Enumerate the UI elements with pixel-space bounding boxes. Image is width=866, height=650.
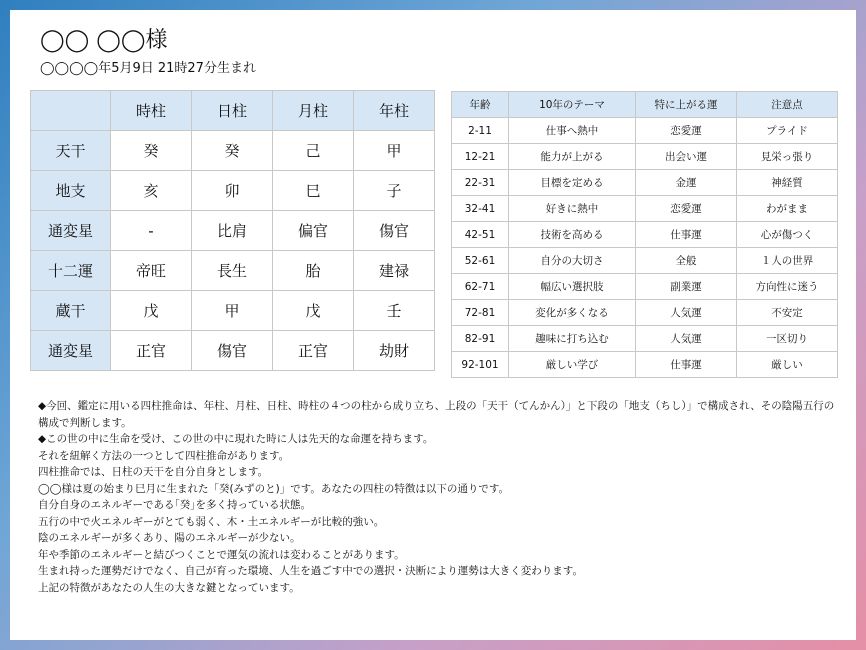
description-paragraph: 四柱推命では、日柱の天干を自分自身とします。 (38, 466, 269, 478)
table-row (31, 171, 435, 211)
table-cell: 正官 (111, 331, 192, 371)
table-cell: 亥 (111, 171, 192, 211)
luck-cell: 恋愛運 (636, 118, 737, 144)
table-row (452, 300, 838, 326)
luck-cell: 出会い運 (636, 144, 737, 170)
theme-cell: 趣味に打ち込む (509, 326, 636, 352)
table-cell: 建禄 (354, 251, 435, 291)
column-header: 10年のテーマ (509, 92, 636, 118)
age-cell: 62-71 (452, 274, 509, 300)
table-row (31, 291, 435, 331)
description-paragraph: 年や季節のエネルギーと結びつくことで運気の流れは変わることがあります。 (38, 548, 405, 561)
description-paragraph: 自分自身のエネルギーである｢癸｣を多く持っている状態。 (38, 499, 311, 511)
column-header: 時柱 (111, 91, 192, 131)
table-cell: 癸 (111, 131, 192, 171)
table-cell: 長生 (192, 251, 273, 291)
luck-cell: 恋愛運 (636, 196, 737, 222)
table-cell: 帝旺 (111, 251, 192, 291)
table-row (452, 170, 838, 196)
luck-cell: 金運 (636, 170, 737, 196)
caution-cell: 心が傷つく (737, 222, 838, 248)
luck-cell: 仕事運 (636, 352, 737, 378)
theme-cell: 幅広い選択肢 (509, 274, 636, 300)
description-paragraph: ◯◯様は夏の始まり巳月に生まれた「癸(みずのと)」です。あなたの四柱の特徴は以下の通りです。 (38, 482, 510, 495)
column-header: 年齢 (452, 92, 509, 118)
age-cell: 92-101 (452, 352, 509, 378)
column-header: 注意点 (737, 92, 838, 118)
table-cell: 巳 (273, 171, 354, 211)
table-row (452, 118, 838, 144)
birth-datetime: ◯◯◯◯年5月9日 21時27分生まれ (40, 61, 256, 76)
luck-cell: 全般 (636, 248, 737, 274)
table-cell: 子 (354, 171, 435, 211)
description-paragraph: ◆この世の中に生命を受け、この世の中に現れた時に人は先天的な命運を持ちます。 (38, 433, 434, 445)
table-cell: 壬 (354, 291, 435, 331)
table-cell: 癸 (192, 131, 273, 171)
caution-cell: 方向性に迷う (737, 274, 838, 300)
age-cell: 32-41 (452, 196, 509, 222)
column-header: 月柱 (273, 91, 354, 131)
table-cell: 戊 (111, 291, 192, 331)
description-paragraph: 陰のエネルギーが多くあり、陽のエネルギーが少ない。 (38, 532, 301, 544)
theme-cell: 自分の大切さ (509, 248, 636, 274)
theme-cell: 変化が多くなる (509, 300, 636, 326)
table-row (31, 331, 435, 371)
caution-cell: 見栄っ張り (737, 144, 838, 170)
row-header: 十二運 (31, 251, 111, 291)
theme-cell: 技術を高める (509, 222, 636, 248)
table-cell: 甲 (192, 291, 273, 331)
table-cell: 比肩 (192, 211, 273, 251)
description-paragraph: 生まれ持った運勢だけでなく、自己が育った環境、人生を過ごす中での選択・決断により運勢は大きく変わります。 (38, 565, 583, 577)
table-row (31, 211, 435, 251)
column-header: 年柱 (354, 91, 435, 131)
table-cell: 己 (273, 131, 354, 171)
theme-cell: 好きに熱中 (509, 196, 636, 222)
theme-cell: 厳しい学び (509, 352, 636, 378)
caution-cell: 不安定 (737, 300, 838, 326)
luck-cell: 副業運 (636, 274, 737, 300)
table-row (452, 326, 838, 352)
column-header: 日柱 (192, 91, 273, 131)
caution-cell: 一区切り (737, 326, 838, 352)
row-header: 蔵干 (31, 291, 111, 331)
column-header: 特に上がる運 (636, 92, 737, 118)
caution-cell: 厳しい (737, 352, 838, 378)
caution-cell: 神経質 (737, 170, 838, 196)
caution-cell: １人の世界 (737, 248, 838, 274)
description-paragraph: 上記の特徴があなたの人生の大きな鍵となっています。 (38, 581, 300, 594)
age-cell: 72-81 (452, 300, 509, 326)
table-cell: 胎 (273, 251, 354, 291)
table-row (452, 274, 838, 300)
table-cell: 正官 (273, 331, 354, 371)
table-cell: 傷官 (354, 211, 435, 251)
decade-fortune-table (451, 91, 838, 378)
theme-cell: 目標を定める (509, 170, 636, 196)
table-row (452, 144, 838, 170)
table-row (452, 222, 838, 248)
corner-cell (31, 91, 111, 131)
table-cell: 卯 (192, 171, 273, 211)
age-cell: 12-21 (452, 144, 509, 170)
table-row (452, 352, 838, 378)
table-row (452, 248, 838, 274)
description-paragraph: 五行の中で火エネルギーがとても弱く、木・土エネルギーが比較的強い。 (38, 515, 385, 528)
table-row (31, 131, 435, 171)
table-cell: 戊 (273, 291, 354, 331)
table-cell: 劫財 (354, 331, 435, 371)
four-pillars-table (30, 90, 435, 371)
age-cell: 82-91 (452, 326, 509, 352)
row-header: 通変星 (31, 211, 111, 251)
age-cell: 22-31 (452, 170, 509, 196)
four-pillars-header-row (31, 91, 435, 131)
age-cell: 42-51 (452, 222, 509, 248)
row-header: 地支 (31, 171, 111, 211)
theme-cell: 仕事へ熱中 (509, 118, 636, 144)
row-header: 天干 (31, 131, 111, 171)
decade-fortune-header-row (452, 92, 838, 118)
caution-cell: プライド (737, 118, 838, 144)
table-cell: 傷官 (192, 331, 273, 371)
client-name: ◯◯ ◯◯様 (40, 28, 168, 53)
table-cell: 甲 (354, 131, 435, 171)
luck-cell: 人気運 (636, 326, 737, 352)
description-paragraph: ◆今回、鑑定に用いる四柱推命は、年柱、月柱、日柱、時柱の４つの柱から成り立ち、上段の「天干（てんかん）」と下段の「地支（ちし）」で構成され、その陰陽五行の構成で判断します。 (38, 400, 835, 429)
table-cell: - (111, 211, 192, 251)
description-text (38, 398, 838, 596)
theme-cell: 能力が上がる (509, 144, 636, 170)
table-row (31, 251, 435, 291)
description-paragraph: それを紐解く方法の一つとして四柱推命があります。 (38, 449, 290, 462)
age-cell: 52-61 (452, 248, 509, 274)
row-header: 通変星 (31, 331, 111, 371)
luck-cell: 人気運 (636, 300, 737, 326)
page-content (10, 10, 856, 640)
table-row (452, 196, 838, 222)
luck-cell: 仕事運 (636, 222, 737, 248)
table-cell: 偏官 (273, 211, 354, 251)
caution-cell: わがまま (737, 196, 838, 222)
age-cell: 2-11 (452, 118, 509, 144)
